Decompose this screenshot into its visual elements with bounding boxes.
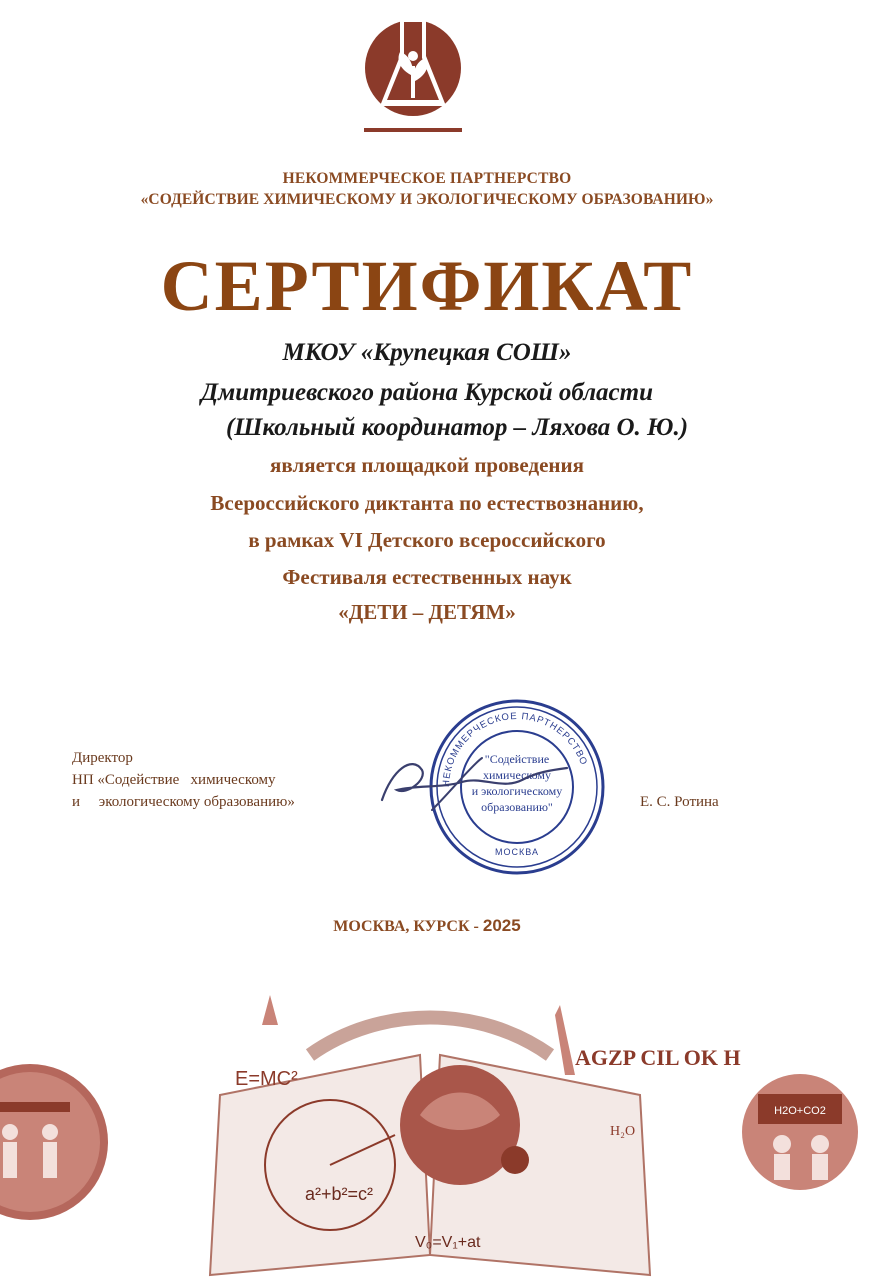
- alphabet-letters: AGZP CIL OK H: [575, 1045, 741, 1070]
- organization-name-line1: НЕКОММЕРЧЕСКОЕ ПАРТНЕРСТВО: [282, 170, 572, 187]
- formula-velocity: V₀=V₁+at: [415, 1234, 481, 1251]
- science-collage-illustration: [180, 985, 741, 1280]
- certificate-text-line4: Фестиваля естественных наук: [282, 565, 572, 589]
- handwritten-signature: [372, 750, 572, 820]
- stamp-text-line2: химическому: [482, 768, 552, 782]
- stamp-text-line4: образованию": [481, 800, 553, 814]
- signatory-org-line1: НП «Содействие химическому: [72, 771, 276, 788]
- certificate-footer: [0, 916, 854, 936]
- certificate-text-line1: является площадкой проведения: [270, 453, 584, 477]
- stamp-text-line3: и экологическому: [471, 784, 563, 798]
- certificate-text-line3: в рамках VI Детского всероссийского: [248, 528, 606, 552]
- school-district: Дмитриевского района Курской области: [201, 379, 653, 406]
- footer-year: 2025: [482, 916, 521, 935]
- signatory-org-line2: и экологическому образованию»: [72, 793, 295, 810]
- board-formula: H2O+CO2: [774, 1105, 826, 1117]
- festival-name: «ДЕТИ – ДЕТЯМ»: [338, 600, 516, 624]
- signatory-name: Е. С. Ротина: [640, 794, 719, 810]
- organization-name-line2: «СОДЕЙСТВИЕ ХИМИЧЕСКОМУ И ЭКОЛОГИЧЕСКОМУ ОБРАЗОВАНИЮ»: [140, 191, 714, 208]
- certificate-text-line2: Всероссийского диктанта по естествознанию,: [210, 491, 644, 515]
- footer-place: МОСКВА, КУРСК -: [333, 918, 483, 935]
- certificate-title: СЕРТИФИКАТ: [160, 246, 694, 326]
- children-scientists-illustration-left: [0, 1062, 110, 1222]
- stamp-ring-text: НЕКОММЕРЧЕСКОЕ ПАРТНЕРСТВО: [440, 710, 590, 788]
- school-coordinator: (Школьный координатор – Ляхова О. Ю.): [225, 414, 689, 441]
- children-scientists-illustration-right: [740, 1072, 860, 1192]
- school-name: МКОУ «Крупецкая СОШ»: [282, 339, 572, 366]
- formula-emc2: E=MC²: [235, 1068, 298, 1090]
- organization-logo: [360, 10, 466, 136]
- formula-h2o: H₂O: [610, 1124, 636, 1139]
- signatory-block: [72, 748, 295, 813]
- signatory-role: Директор: [72, 750, 133, 766]
- stamp-city: МОСКВА: [495, 847, 539, 857]
- stamp-text-line1: "Содействие: [484, 752, 550, 766]
- formula-pythagoras: a²+b²=c²: [305, 1184, 374, 1204]
